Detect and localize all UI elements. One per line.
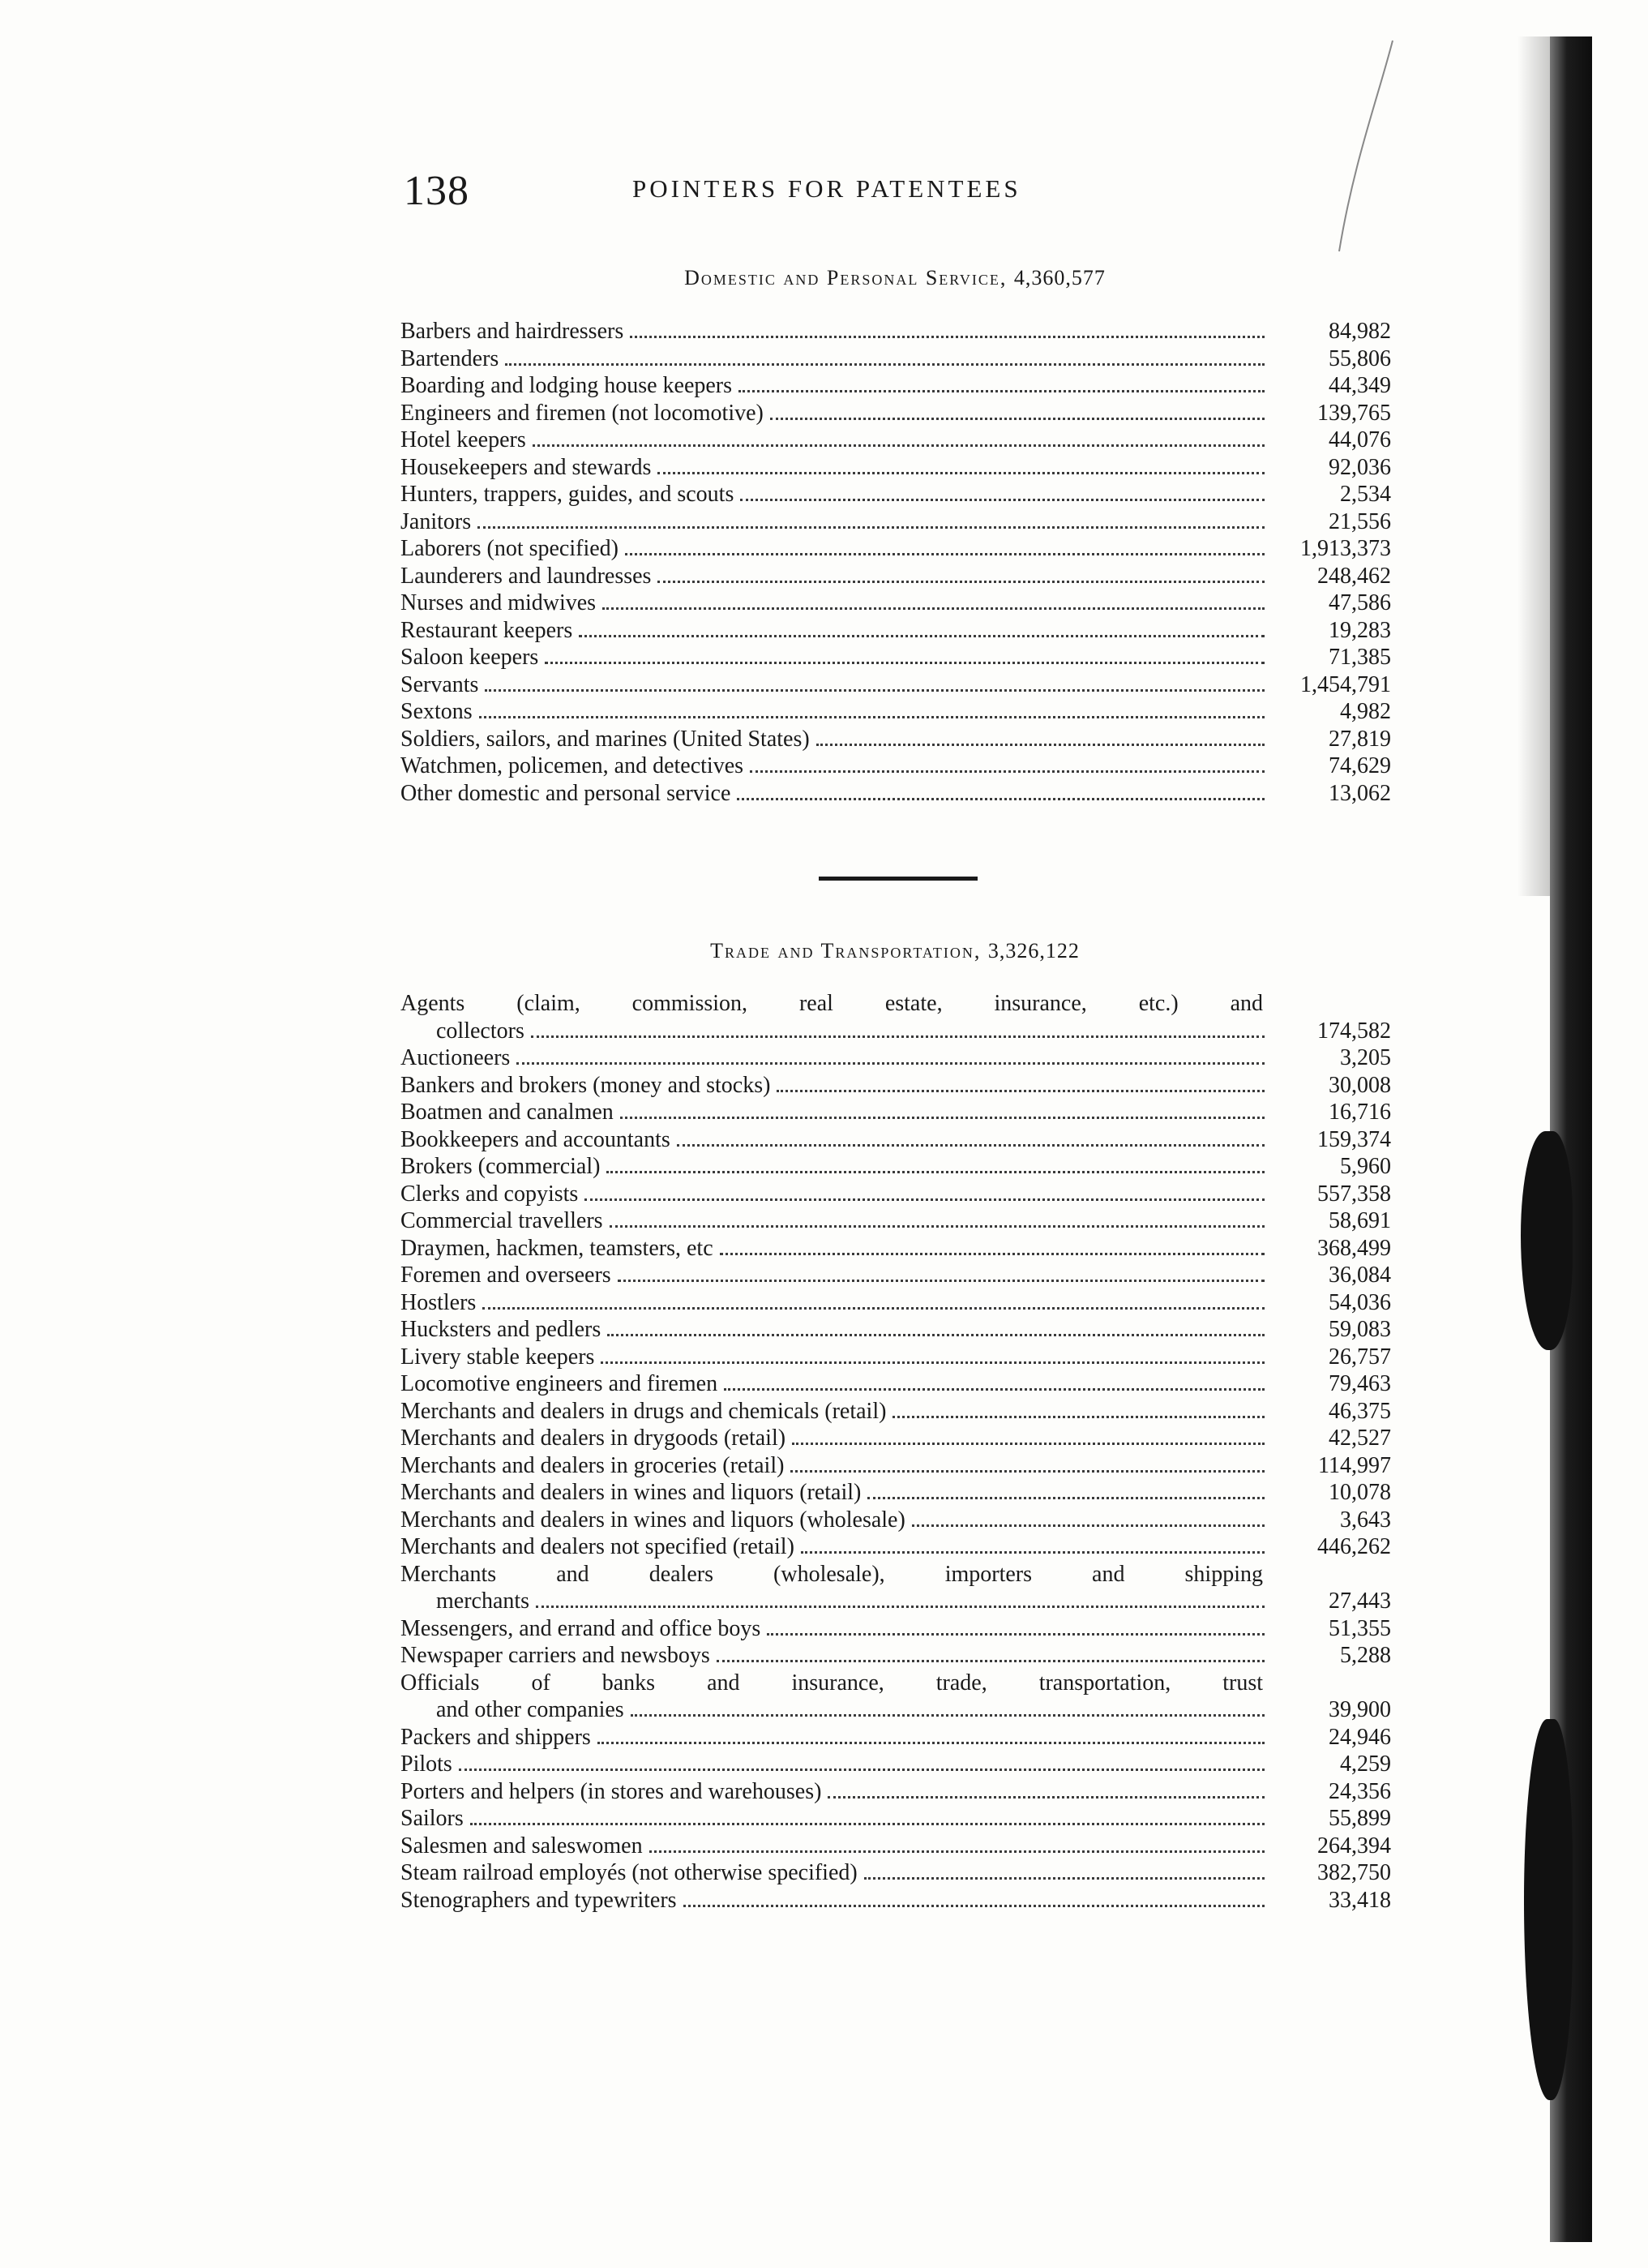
table-row (400, 454, 1391, 482)
table-row (400, 990, 1391, 1044)
occupation-label: Saloon keepers (400, 645, 539, 670)
table-row (400, 1778, 1391, 1806)
domestic-service-list (400, 318, 1391, 807)
dot-leader (683, 1889, 1265, 1907)
occupation-label: Packers and shippers (400, 1724, 591, 1750)
occupation-continuation (400, 1018, 1391, 1045)
occupation-continuation (400, 1696, 1391, 1724)
table-row (400, 1479, 1391, 1507)
table-row (400, 1859, 1391, 1887)
table-row (400, 780, 1391, 808)
dot-leader (584, 1182, 1265, 1201)
occupation-label: Auctioneers (400, 1045, 511, 1070)
dot-leader (485, 673, 1265, 692)
occupation-label: Laborers (not specified) (400, 536, 619, 561)
occupation-label: Messengers, and errand and office boys (400, 1615, 761, 1641)
occupation-label: Other domestic and personal service (400, 780, 731, 806)
table-row (400, 726, 1391, 753)
section-heading-trade (402, 939, 1388, 963)
occupation-label: Foremen and overseers (400, 1263, 611, 1288)
table-row (400, 1615, 1391, 1643)
occupation-label: Restaurant keepers (400, 617, 573, 643)
section-title: Domestic and Personal Service, (684, 266, 1008, 289)
occupation-label: Merchants and dealers not specified (retail) (400, 1534, 794, 1559)
dot-leader (828, 1780, 1265, 1799)
occupation-count: 248,462 (1317, 563, 1391, 589)
dot-leader (740, 482, 1265, 501)
dot-leader (602, 591, 1265, 610)
dot-leader (657, 564, 1265, 583)
occupation-count: 24,946 (1329, 1724, 1391, 1750)
dot-leader (770, 401, 1265, 420)
occupation-count: 16,716 (1329, 1100, 1391, 1125)
occupation-label: Clerks and copyists (400, 1181, 579, 1207)
table-row (400, 1316, 1391, 1344)
section-title: Trade and Transportation, (710, 939, 982, 963)
dot-leader (867, 1481, 1265, 1499)
occupation-count: 19,283 (1329, 617, 1391, 643)
dot-leader (505, 347, 1265, 366)
table-row (400, 1044, 1391, 1072)
occupation-label: Brokers (commercial) (400, 1154, 601, 1179)
occupation-count: 264,394 (1317, 1833, 1391, 1859)
section-total: 4,360,577 (1013, 266, 1106, 289)
dot-leader (737, 782, 1265, 800)
occupation-label: Barbers and hairdressers (400, 319, 624, 344)
occupation-label: Servants (400, 671, 479, 697)
dot-leader (724, 1372, 1265, 1391)
dot-leader (625, 537, 1265, 555)
dot-leader (777, 1074, 1265, 1092)
occupation-count: 13,062 (1329, 780, 1391, 806)
occupation-label: Soldiers, sailors, and marines (United States) (400, 726, 810, 752)
table-row (400, 563, 1391, 590)
dot-leader (720, 1237, 1265, 1255)
occupation-count: 74,629 (1329, 753, 1391, 778)
dot-leader (482, 1291, 1265, 1310)
occupation-label: Draymen, hackmen, teamsters, etc (400, 1235, 713, 1261)
section-divider (819, 877, 978, 881)
table-row (400, 617, 1391, 645)
table-row (400, 1370, 1391, 1398)
occupation-count: 446,262 (1317, 1534, 1391, 1559)
table-row (400, 1833, 1391, 1860)
page-number: 138 (404, 168, 469, 214)
occupation-label: Housekeepers and stewards (400, 454, 652, 480)
dot-leader (677, 1128, 1265, 1147)
occupation-label: Merchants and dealers in drugs and chemicals (retail) (400, 1398, 887, 1424)
occupation-label: Janitors (400, 508, 472, 534)
occupation-count: 47,586 (1329, 590, 1391, 615)
occupation-count: 55,806 (1329, 345, 1391, 371)
occupation-continuation (400, 1588, 1391, 1615)
occupation-count: 92,036 (1329, 454, 1391, 480)
occupation-label: Boatmen and canalmen (400, 1100, 614, 1125)
running-title: POINTERS FOR PATENTEES (632, 174, 1021, 203)
table-row (400, 698, 1391, 726)
table-row (400, 400, 1391, 427)
table-row (400, 508, 1391, 536)
occupation-label: Boarding and lodging house keepers (400, 373, 733, 398)
occupation-label: Merchants and dealers (wholesale), importers and shipping (400, 1561, 1263, 1587)
dot-leader (459, 1752, 1265, 1771)
table-row (400, 1425, 1391, 1452)
dot-leader (533, 428, 1265, 447)
table-row (400, 644, 1391, 671)
table-row (400, 1724, 1391, 1751)
table-row (400, 372, 1391, 400)
occupation-count: 24,356 (1329, 1778, 1391, 1804)
dot-leader (792, 1426, 1265, 1445)
occupation-label: Hunters, trappers, guides, and scouts (400, 482, 734, 507)
occupation-count: 26,757 (1329, 1344, 1391, 1370)
occupation-label: Merchants and dealers in wines and liquors (wholesale) (400, 1507, 905, 1533)
table-row (400, 1153, 1391, 1181)
occupation-label: Locomotive engineers and firemen (400, 1371, 718, 1396)
table-row (400, 318, 1391, 345)
occupation-count: 557,358 (1317, 1181, 1391, 1207)
table-row (400, 752, 1391, 780)
table-row (400, 1099, 1391, 1126)
occupation-label: Bankers and brokers (money and stocks) (400, 1072, 771, 1098)
occupation-count: 10,078 (1329, 1480, 1391, 1505)
dot-leader (545, 645, 1265, 664)
occupation-label-cont: and other companies (436, 1697, 624, 1722)
dot-leader (630, 319, 1265, 338)
occupation-label: Agents (claim, commission, real estate, insurance, etc.) and (400, 991, 1263, 1016)
table-row (400, 1507, 1391, 1534)
table-row (400, 535, 1391, 563)
occupation-count: 42,527 (1329, 1426, 1391, 1451)
dot-leader (767, 1617, 1265, 1636)
occupation-count: 39,900 (1329, 1697, 1391, 1722)
occupation-count: 4,259 (1340, 1751, 1391, 1777)
dot-leader (657, 456, 1265, 474)
occupation-count: 71,385 (1329, 645, 1391, 670)
table-row (400, 481, 1391, 508)
dot-leader (610, 1209, 1265, 1228)
occupation-count: 44,349 (1329, 373, 1391, 398)
ink-blot (1521, 1131, 1573, 1350)
occupation-count: 58,691 (1329, 1208, 1391, 1233)
dot-leader (631, 1698, 1265, 1717)
table-row (400, 1805, 1391, 1833)
occupation-label: Watchmen, policemen, and detectives (400, 753, 744, 778)
occupation-label: Nurses and midwives (400, 590, 597, 615)
occupation-count: 114,997 (1318, 1452, 1391, 1478)
occupation-count: 2,534 (1340, 482, 1391, 507)
dot-leader (579, 619, 1265, 637)
section-heading-domestic (402, 266, 1388, 290)
dot-leader (516, 1046, 1265, 1065)
dot-leader (531, 1019, 1265, 1038)
occupation-label: Hotel keepers (400, 427, 526, 452)
table-row (400, 1642, 1391, 1670)
occupation-count: 79,463 (1329, 1371, 1391, 1396)
occupation-count: 5,288 (1340, 1643, 1391, 1668)
table-row (400, 1561, 1391, 1615)
dot-leader (536, 1589, 1265, 1608)
table-row (400, 1072, 1391, 1100)
occupation-count: 44,076 (1329, 427, 1391, 452)
dot-leader (864, 1861, 1265, 1880)
occupation-count: 1,454,791 (1300, 671, 1391, 697)
dot-leader (606, 1155, 1265, 1173)
table-row (400, 590, 1391, 617)
occupation-label: Salesmen and saleswomen (400, 1833, 643, 1859)
table-row (400, 671, 1391, 699)
occupation-label: Bartenders (400, 345, 499, 371)
dot-leader (738, 374, 1265, 392)
table-row (400, 1452, 1391, 1480)
table-row (400, 1533, 1391, 1561)
dot-leader (618, 1263, 1265, 1282)
occupation-label: Hostlers (400, 1289, 477, 1315)
dot-leader (470, 1807, 1265, 1825)
table-row (400, 1181, 1391, 1208)
ink-blot (1524, 1719, 1573, 2100)
occupation-label: Sailors (400, 1806, 464, 1831)
table-row (400, 1207, 1391, 1235)
occupation-count: 174,582 (1317, 1018, 1391, 1044)
occupation-label: Hucksters and pedlers (400, 1317, 601, 1342)
table-row (400, 427, 1391, 454)
dot-leader (717, 1644, 1265, 1662)
dot-leader (477, 510, 1265, 529)
occupation-count: 4,982 (1340, 699, 1391, 724)
table-row (400, 1235, 1391, 1263)
occupation-label: Pilots (400, 1751, 452, 1777)
trade-transportation-list (400, 990, 1391, 1914)
occupation-label-cont: collectors (436, 1018, 524, 1044)
occupation-count: 59,083 (1329, 1317, 1391, 1342)
occupation-count: 382,750 (1317, 1860, 1391, 1885)
occupation-count: 84,982 (1329, 319, 1391, 344)
occupation-count: 5,960 (1340, 1154, 1391, 1179)
occupation-label: Merchants and dealers in wines and liquors (retail) (400, 1480, 862, 1505)
pencil-mark (1329, 32, 1402, 259)
occupation-label: Sextons (400, 699, 473, 724)
occupation-label: Engineers and firemen (not locomotive) (400, 400, 764, 426)
dot-leader (597, 1726, 1265, 1744)
table-row (400, 1262, 1391, 1289)
occupation-label: Stenographers and typewriters (400, 1887, 677, 1913)
binding-shadow (1517, 36, 1553, 896)
table-row (400, 345, 1391, 373)
occupation-count: 3,205 (1340, 1045, 1391, 1070)
dot-leader (816, 727, 1265, 746)
occupation-count: 46,375 (1329, 1398, 1391, 1424)
dot-leader (801, 1535, 1265, 1554)
dot-leader (607, 1318, 1265, 1336)
occupation-count: 30,008 (1329, 1072, 1391, 1098)
occupation-count: 33,418 (1329, 1887, 1391, 1913)
dot-leader (601, 1345, 1265, 1364)
dot-leader (479, 700, 1265, 718)
table-row (400, 1289, 1391, 1317)
occupation-count: 159,374 (1317, 1126, 1391, 1152)
occupation-label: Launderers and laundresses (400, 563, 652, 589)
occupation-count: 139,765 (1317, 400, 1391, 426)
occupation-count: 54,036 (1329, 1289, 1391, 1315)
table-row (400, 1887, 1391, 1914)
occupation-label: Porters and helpers (in stores and warehouses) (400, 1778, 822, 1804)
occupation-count: 3,643 (1340, 1507, 1391, 1533)
occupation-count: 1,913,373 (1300, 536, 1391, 561)
occupation-count: 36,084 (1329, 1263, 1391, 1288)
table-row (400, 1126, 1391, 1154)
dot-leader (649, 1834, 1265, 1853)
occupation-label: Officials of banks and insurance, trade, transportation, trust (400, 1670, 1263, 1696)
occupation-label: Merchants and dealers in drygoods (retail) (400, 1426, 786, 1451)
table-row (400, 1398, 1391, 1426)
table-row (400, 1670, 1391, 1724)
section-total: 3,326,122 (987, 939, 1080, 963)
occupation-label: Livery stable keepers (400, 1344, 595, 1370)
occupation-label: Merchants and dealers in groceries (retail) (400, 1452, 785, 1478)
dot-leader (912, 1508, 1265, 1527)
dot-leader (892, 1400, 1265, 1418)
occupation-count: 21,556 (1329, 508, 1391, 534)
occupation-label: Bookkeepers and accountants (400, 1126, 670, 1152)
dot-leader (750, 754, 1265, 773)
dot-leader (620, 1100, 1265, 1119)
occupation-count: 368,499 (1317, 1235, 1391, 1261)
dot-leader (790, 1454, 1265, 1473)
occupation-count: 55,899 (1329, 1806, 1391, 1831)
occupation-label: Steam railroad employés (not otherwise specified) (400, 1860, 858, 1885)
occupation-label-cont: merchants (436, 1588, 530, 1614)
occupation-count: 27,443 (1329, 1588, 1391, 1614)
occupation-label: Newspaper carriers and newsboys (400, 1643, 710, 1668)
table-row (400, 1344, 1391, 1371)
table-row (400, 1751, 1391, 1778)
occupation-label: Commercial travellers (400, 1208, 603, 1233)
occupation-count: 27,819 (1329, 726, 1391, 752)
occupation-count: 51,355 (1329, 1615, 1391, 1641)
